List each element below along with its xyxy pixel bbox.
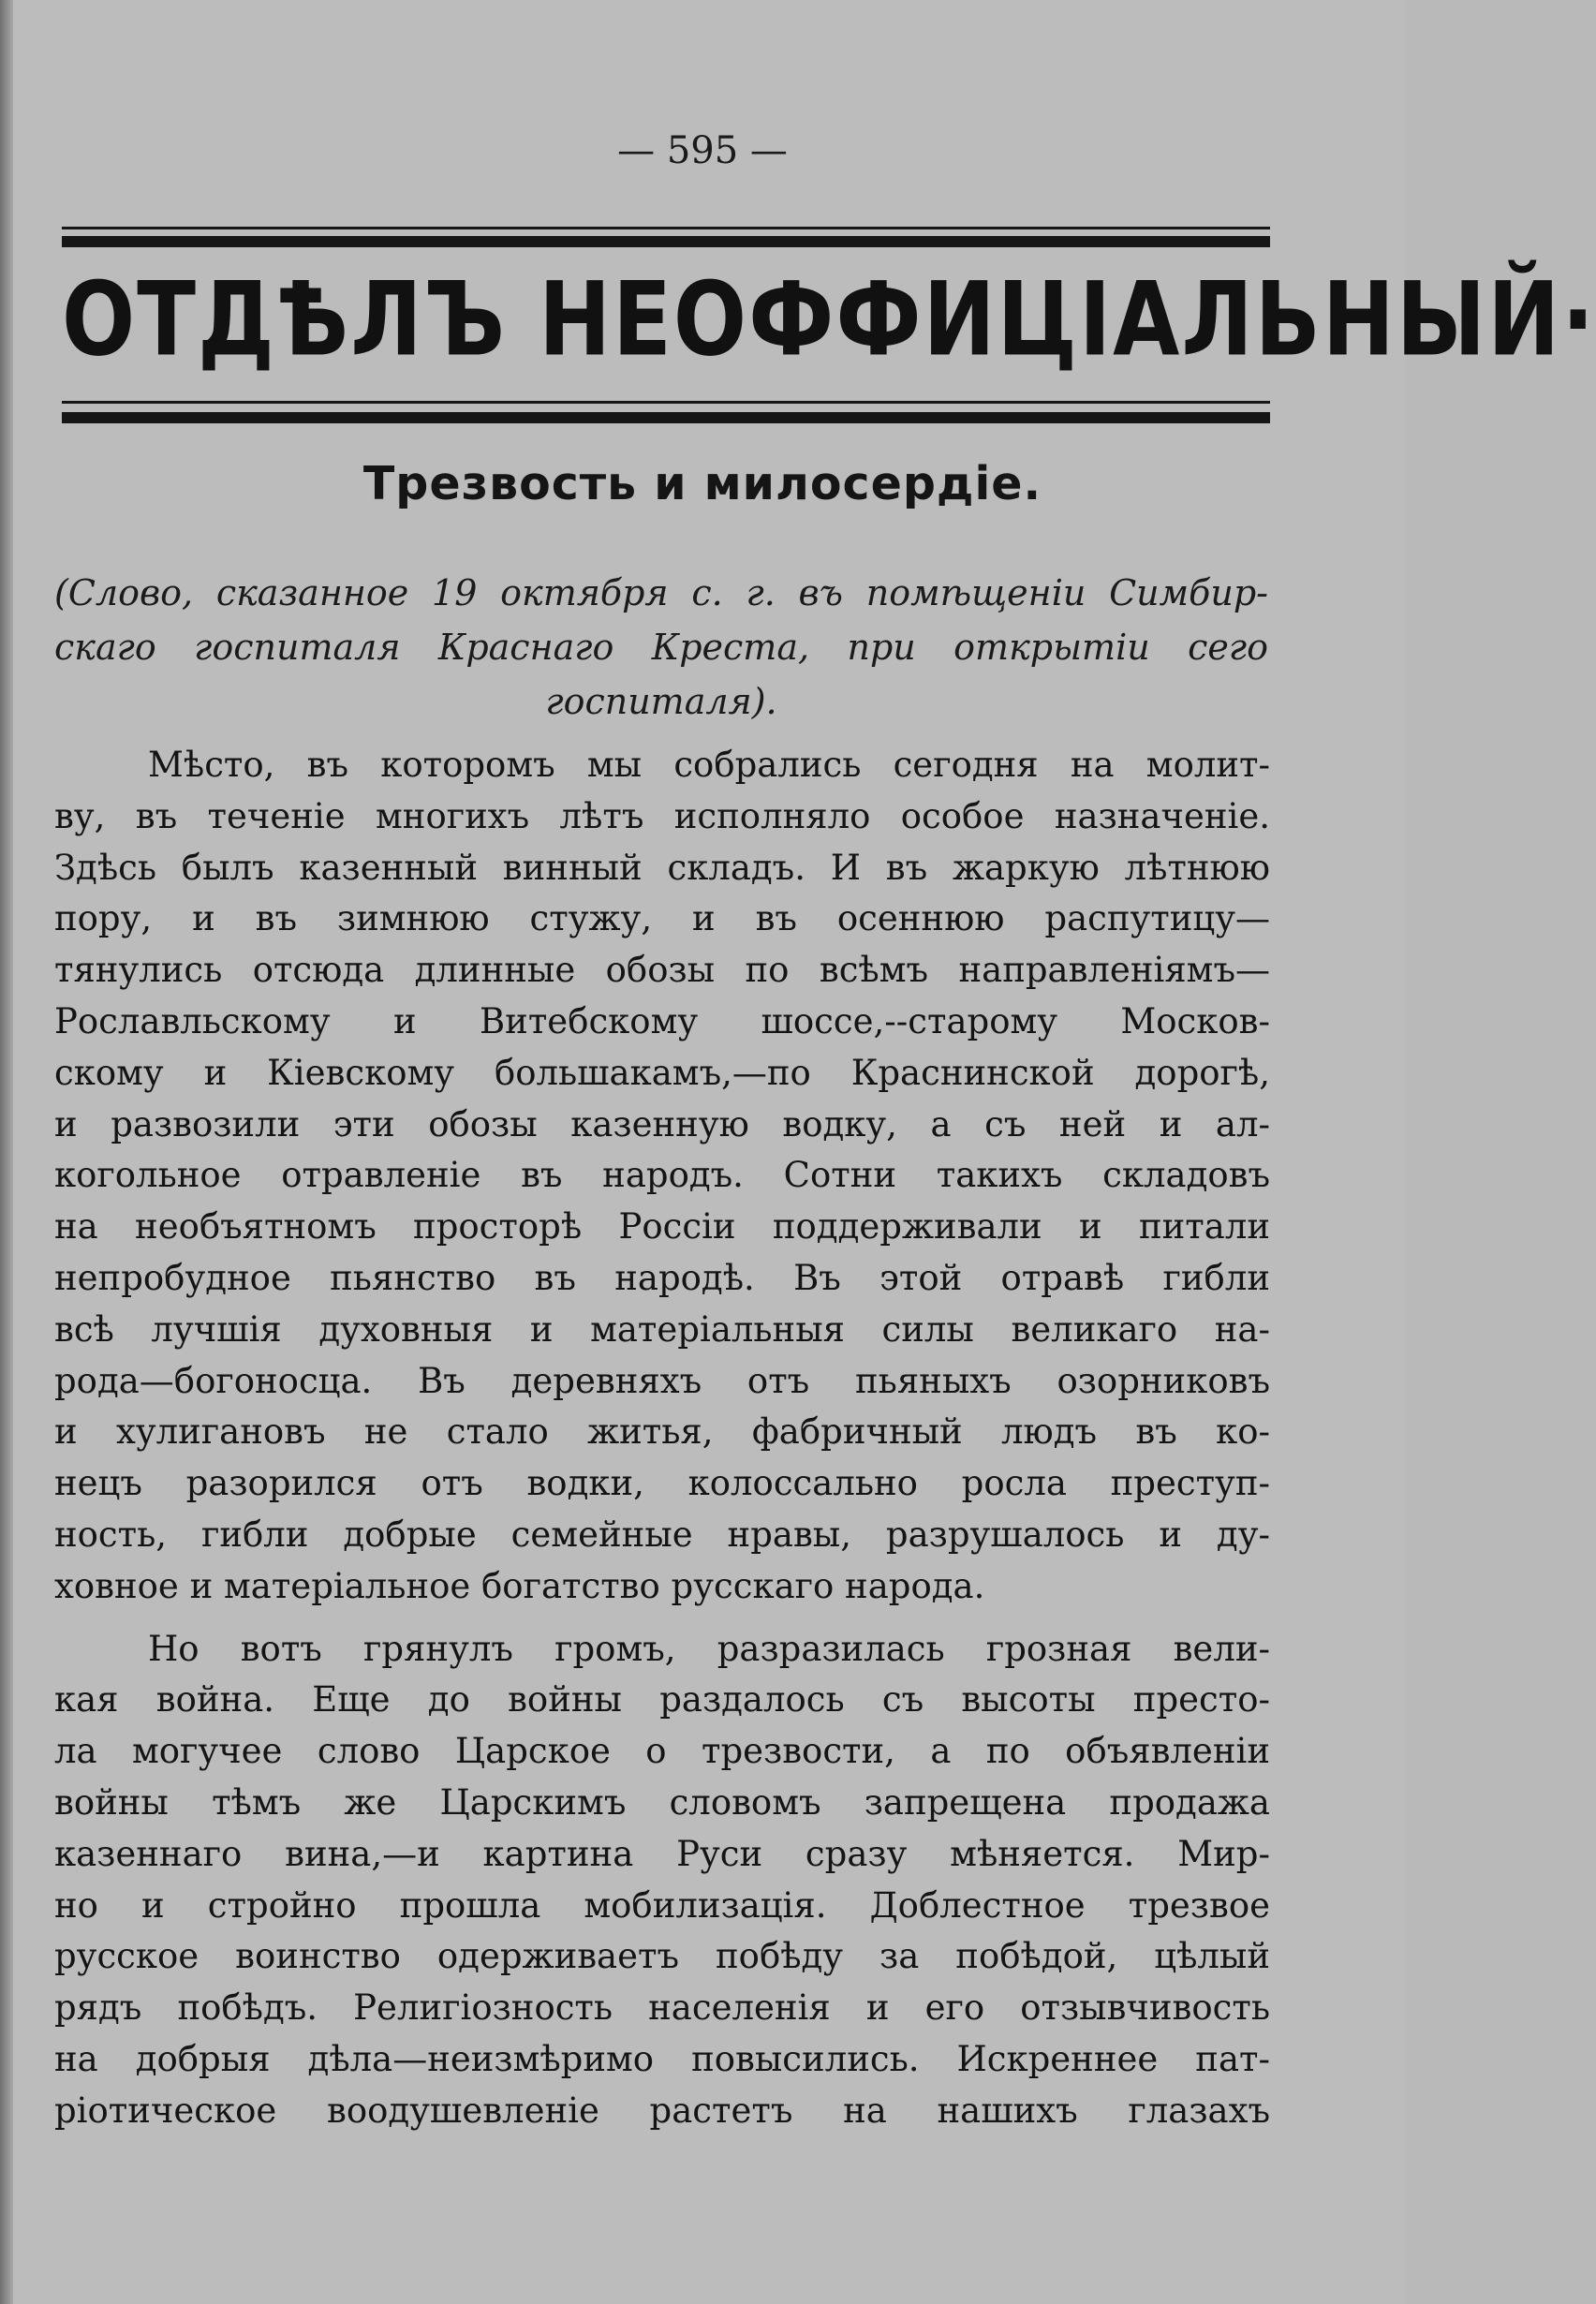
paragraph-2 bbox=[54, 1624, 1270, 2137]
text-line: рядъ побѣдъ. Религіозность населенія и его отзывчивость bbox=[54, 1987, 1270, 2029]
text-line: на добрыя дѣла—неизмѣримо повысились. Искреннее пат- bbox=[54, 2038, 1270, 2079]
page-number: — 595 — bbox=[617, 129, 788, 172]
text-line: скому и Кіевскому большакамъ,—по Краснинской дорогѣ, bbox=[54, 1052, 1270, 1093]
text-line: когольное отравленіе въ народъ. Сотни такихъ складовъ bbox=[54, 1155, 1270, 1196]
article-title: Трезвость и милосердіе. bbox=[362, 457, 1042, 510]
text-line: и развозили эти обозы казенную водку, а съ ней и ал- bbox=[54, 1103, 1270, 1145]
text-line: тянулись отсюда длинные обозы по всѣмъ направленіямъ— bbox=[54, 950, 1270, 991]
subtitle-line: (Слово, сказанное 19 октября с. г. въ помѣщеніи Симбир- bbox=[54, 572, 1268, 613]
section-title: ОТДѢЛЪ НЕОФФИЦІАЛЬНЫЙ· bbox=[62, 260, 1596, 379]
text-line: нецъ разорился отъ водки, колоссально росла преступ- bbox=[54, 1463, 1270, 1504]
text-line: ла могучее слово Царское о трезвости, а по объявленіи bbox=[54, 1731, 1270, 1772]
top-rule-thick bbox=[62, 236, 1270, 247]
text-line: ріотическое воодушевленіе растетъ на нашихъ глазахъ bbox=[54, 2090, 1270, 2131]
text-line: непробудное пьянство въ народѣ. Въ этой отравѣ гибли bbox=[54, 1257, 1270, 1298]
text-line: рода—богоносца. Въ деревняхъ отъ пьяныхъ озорниковъ bbox=[54, 1360, 1270, 1401]
text-line: ховное и матеріальное богатство русскаго народа. bbox=[54, 1565, 985, 1606]
subtitle-line: скаго госпиталя Краснаго Креста, при открытіи сего bbox=[54, 627, 1268, 668]
text-line: ность, гибли добрые семейные нравы, разрушалось и ду- bbox=[54, 1514, 1270, 1555]
text-line: ву, въ теченіе многихъ лѣтъ исполняло особое назначеніе. bbox=[54, 795, 1270, 836]
text-line: казеннаго вина,—и картина Руси сразу мѣняется. Мир- bbox=[54, 1833, 1270, 1874]
text-line: пору, и въ зимнюю стужу, и въ осеннюю распутицу— bbox=[54, 898, 1270, 939]
page-binding-edge bbox=[0, 0, 13, 2304]
text-line: Мѣсто, въ которомъ мы собрались сегодня на молит- bbox=[148, 745, 1270, 785]
text-line: на необъятномъ просторѣ Россіи поддерживали и питали bbox=[54, 1206, 1270, 1248]
bottom-rule-thin bbox=[62, 401, 1270, 404]
text-line: всѣ лучшія духовныя и матеріальныя силы великаго на- bbox=[54, 1308, 1270, 1350]
text-line: Но вотъ грянулъ громъ, разразилась грозная вели- bbox=[148, 1628, 1270, 1669]
top-rule-thin bbox=[62, 227, 1270, 229]
article-subtitle bbox=[54, 566, 1268, 729]
text-line: русское воинство одерживаетъ побѣду за побѣдой, цѣлый bbox=[54, 1936, 1270, 1977]
text-line: войны тѣмъ же Царскимъ словомъ запрещена продажа bbox=[54, 1781, 1270, 1823]
text-line: но и стройно прошла мобилизація. Доблестное трезвое bbox=[54, 1884, 1270, 1926]
subtitle-line: госпиталя). bbox=[545, 681, 777, 722]
text-line: Здѣсь былъ казенный винный складъ. И въ жаркую лѣтнюю bbox=[54, 847, 1270, 888]
paragraph-1 bbox=[54, 740, 1270, 1613]
text-line: и хулигановъ не стало житья, фабричный людъ въ ко- bbox=[54, 1411, 1270, 1453]
text-line: кая война. Еще до войны раздалось съ высоты престо- bbox=[54, 1679, 1270, 1721]
text-line: Рославльскому и Витебскому шоссе,--старому Москов- bbox=[54, 1000, 1270, 1041]
article-body bbox=[54, 740, 1270, 2137]
bottom-rule-thick bbox=[62, 412, 1270, 423]
